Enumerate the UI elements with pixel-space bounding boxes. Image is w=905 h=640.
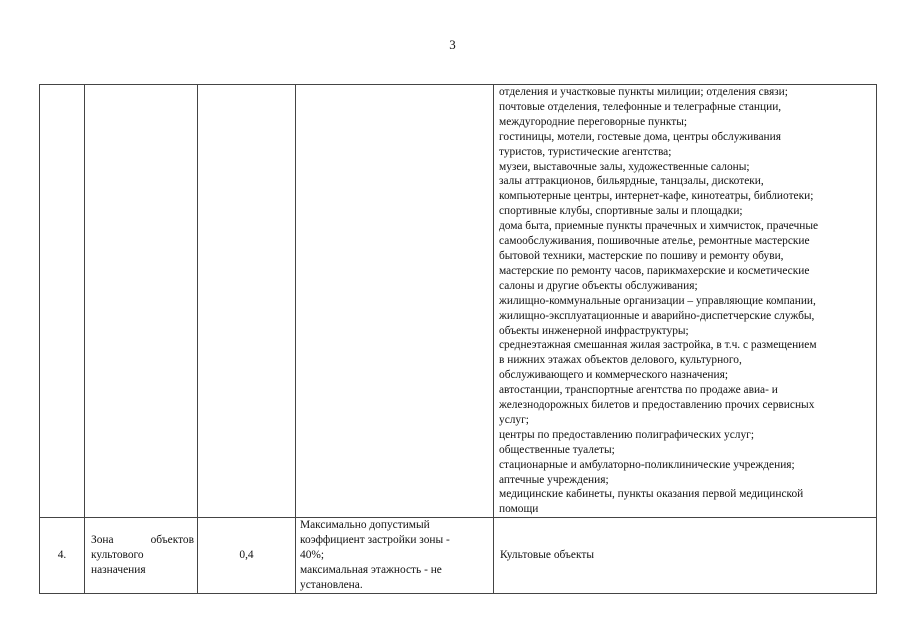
cell-row-number: 4. — [40, 518, 85, 594]
zone-name-word: объектов — [150, 534, 194, 547]
objects-line: центры по предоставлению полиграфических услуг; — [499, 428, 754, 441]
objects-line: мастерские по ремонту часов, парикмахерские и косметические — [499, 264, 810, 277]
cell-coefficient-empty — [198, 85, 296, 518]
objects-line: общественные туалеты; — [499, 443, 615, 456]
objects-line: самообслуживания, пошивочные ателье, ремонтные мастерские — [499, 235, 810, 248]
objects-line: обслуживающего и коммерческого назначения; — [499, 369, 728, 382]
cell-zone-name — [85, 518, 198, 594]
objects-line: помощи — [499, 503, 539, 516]
zone-name-line-3: назначения — [91, 564, 146, 576]
objects-line: туристов, туристические агентства; — [499, 145, 672, 158]
objects-line: жилищно-эксплуатационные и аварийно-диспетчерские службы, — [499, 309, 815, 322]
cell-zone-empty — [85, 85, 198, 518]
objects-line: жилищно-коммунальные организации – управляющие компании, — [499, 294, 816, 307]
zone-name-line-2: культового — [91, 549, 144, 562]
cell-number-empty — [40, 85, 85, 518]
table-row-continued — [40, 85, 877, 518]
page-number: 3 — [449, 37, 456, 52]
objects-line: дома быта, приемные пункты прачечных и химчисток, прачечные — [499, 220, 819, 233]
objects-line: аптечные учреждения; — [499, 473, 609, 486]
table-row-4 — [40, 518, 877, 594]
parameters-line: максимальная этажность - не — [300, 564, 442, 576]
objects-line: гостиницы, мотели, гостевые дома, центры обслуживания — [499, 130, 781, 143]
objects-line: среднеэтажная смешанная жилая застройка, в т.ч. с размещением — [499, 339, 817, 352]
cell-coefficient: 0,4 — [198, 518, 296, 594]
parameters-line: установлена. — [300, 578, 363, 591]
objects-line: компьютерные центры, интернет-кафе, кинотеатры, библиотеки; — [499, 190, 814, 203]
objects-line: залы аттракционов, бильярдные, танцзалы, дискотеки, — [499, 175, 764, 188]
zone-name-word: Зона — [91, 534, 114, 547]
objects-line: железнодорожных билетов и предоставлению прочих сервисных — [499, 399, 815, 412]
objects-line: медицинские кабинеты, пункты оказания первой медицинской — [499, 488, 804, 501]
objects-line: бытовой техники, мастерские по пошиву и ремонту обуви, — [499, 249, 784, 262]
objects-line: спортивные клубы, спортивные залы и площадки; — [499, 205, 743, 218]
objects-line: стационарные и амбулаторно-поликлинические учреждения; — [499, 458, 795, 471]
objects-line: междугородние переговорные пункты; — [499, 115, 688, 128]
objects-line: автостанции, транспортные агентства по продаже авиа- и — [499, 384, 778, 397]
parameters-line: Максимально допустимый — [300, 519, 430, 532]
cell-objects: Культовые объекты — [494, 518, 877, 594]
objects-line: объекты инженерной инфраструктуры; — [499, 324, 689, 337]
objects-line: отделения и участковые пункты милиции; отделения связи; — [499, 86, 788, 98]
cell-parameters-empty — [296, 85, 494, 518]
objects-line: почтовые отделения, телефонные и телеграфные станции, — [499, 100, 782, 113]
cell-parameters — [296, 518, 494, 594]
objects-line: салоны и другие объекты обслуживания; — [499, 279, 698, 292]
parameters-line: коэффициент застройки зоны - — [300, 534, 450, 547]
zoning-table — [39, 84, 877, 594]
objects-line: услуг; — [499, 413, 529, 426]
objects-line: в нижних этажах объектов делового, культурного, — [499, 354, 742, 367]
objects-line: музеи, выставочные залы, художественные салоны; — [499, 160, 750, 173]
parameters-line: 40%; — [300, 549, 325, 562]
zone-name-line-1 — [91, 533, 194, 548]
cell-objects-list — [494, 85, 877, 518]
